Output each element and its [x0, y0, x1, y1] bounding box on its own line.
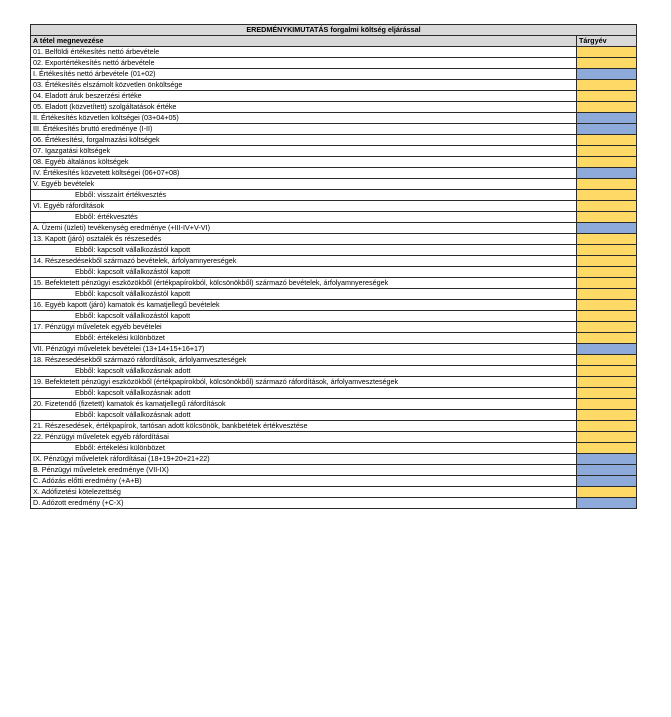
row-label: Ebből: értékvesztés: [31, 212, 577, 223]
row-label: D. Adózott eredmény (+C-X): [31, 498, 577, 509]
computed-value-cell: [577, 344, 637, 355]
table-row: [31, 256, 637, 267]
row-label: 03. Értékesítés elszámolt közvetlen önköltsége: [31, 80, 577, 91]
table-row: [31, 146, 637, 157]
table-row: [31, 157, 637, 168]
title-row: [31, 25, 637, 36]
table-row: [31, 454, 637, 465]
table-row: [31, 311, 637, 322]
input-value-cell[interactable]: [577, 377, 637, 388]
table-row: [31, 234, 637, 245]
row-label: 22. Pénzügyi műveletek egyéb ráfordításai: [31, 432, 577, 443]
input-value-cell[interactable]: [577, 278, 637, 289]
table-row: [31, 333, 637, 344]
input-value-cell[interactable]: [577, 421, 637, 432]
row-label: 13. Kapott (járó) osztalék és részesedés: [31, 234, 577, 245]
computed-value-cell: [577, 476, 637, 487]
input-value-cell[interactable]: [577, 179, 637, 190]
input-value-cell[interactable]: [577, 388, 637, 399]
row-label: Ebből: kapcsolt vállalkozásnak adott: [31, 366, 577, 377]
computed-value-cell: [577, 113, 637, 124]
table-row: [31, 322, 637, 333]
computed-value-cell: [577, 454, 637, 465]
row-label: Ebből: kapcsolt vállalkozástól kapott: [31, 267, 577, 278]
table-row: [31, 399, 637, 410]
input-value-cell[interactable]: [577, 91, 637, 102]
input-value-cell[interactable]: [577, 146, 637, 157]
row-label: 18. Részesedésekből származó ráfordítások, árfolyamveszteségek: [31, 355, 577, 366]
row-label: 16. Egyéb kapott (járó) kamatok és kamatjellegű bevételek: [31, 300, 577, 311]
table-row: [31, 476, 637, 487]
table-row: [31, 498, 637, 509]
table-row: [31, 102, 637, 113]
row-label: A. Üzemi (üzleti) tevékenység eredménye (+III-IV+V-VI): [31, 223, 577, 234]
input-value-cell[interactable]: [577, 135, 637, 146]
table-row: [31, 58, 637, 69]
row-label: Ebből: kapcsolt vállalkozásnak adott: [31, 410, 577, 421]
table-row: [31, 410, 637, 421]
table-row: [31, 179, 637, 190]
table-row: [31, 91, 637, 102]
input-value-cell[interactable]: [577, 432, 637, 443]
row-label: Ebből: értékelési különbözet: [31, 443, 577, 454]
table-row: [31, 124, 637, 135]
column-header-year: Tárgyév: [577, 36, 637, 47]
table-row: [31, 245, 637, 256]
row-label: Ebből: értékelési különbözet: [31, 333, 577, 344]
row-label: B. Pénzügyi műveletek eredménye (VII-IX): [31, 465, 577, 476]
input-value-cell[interactable]: [577, 212, 637, 223]
row-label: VI. Egyéb ráfordítások: [31, 201, 577, 212]
table-row: [31, 388, 637, 399]
table-row: [31, 465, 637, 476]
table-row: [31, 432, 637, 443]
table-row: [31, 487, 637, 498]
input-value-cell[interactable]: [577, 102, 637, 113]
table-row: [31, 344, 637, 355]
row-label: X. Adófizetési kötelezettség: [31, 487, 577, 498]
input-value-cell[interactable]: [577, 487, 637, 498]
input-value-cell[interactable]: [577, 300, 637, 311]
input-value-cell[interactable]: [577, 256, 637, 267]
row-label: 08. Egyéb általános költségek: [31, 157, 577, 168]
table-row: [31, 190, 637, 201]
table-row: [31, 267, 637, 278]
input-value-cell[interactable]: [577, 322, 637, 333]
input-value-cell[interactable]: [577, 245, 637, 256]
table-row: [31, 421, 637, 432]
table-row: [31, 69, 637, 80]
row-label: C. Adózás előtti eredmény (+A+B): [31, 476, 577, 487]
row-label: 02. Exportértékesítés nettó árbevétele: [31, 58, 577, 69]
computed-value-cell: [577, 465, 637, 476]
row-label: 07. Igazgatási költségek: [31, 146, 577, 157]
table-row: [31, 80, 637, 91]
table-row: [31, 223, 637, 234]
row-label: 06. Értékesítési, forgalmazási költségek: [31, 135, 577, 146]
row-label: II. Értékesítés közvetlen költségei (03+04+05): [31, 113, 577, 124]
input-value-cell[interactable]: [577, 234, 637, 245]
row-label: 04. Eladott áruk beszerzési értéke: [31, 91, 577, 102]
row-label: IX. Pénzügyi műveletek ráfordításai (18+19+20+21+22): [31, 454, 577, 465]
input-value-cell[interactable]: [577, 201, 637, 212]
input-value-cell[interactable]: [577, 333, 637, 344]
column-header-row: [31, 36, 637, 47]
row-label: 17. Pénzügyi műveletek egyéb bevételei: [31, 322, 577, 333]
table-row: [31, 212, 637, 223]
row-label: IV. Értékesítés közvetett költségei (06+07+08): [31, 168, 577, 179]
table-row: [31, 278, 637, 289]
input-value-cell[interactable]: [577, 311, 637, 322]
row-label: III. Értékesítés bruttó eredménye (I-II): [31, 124, 577, 135]
row-label: Ebből: kapcsolt vállalkozásnak adott: [31, 388, 577, 399]
row-label: Ebből: kapcsolt vállalkozástól kapott: [31, 289, 577, 300]
input-value-cell[interactable]: [577, 157, 637, 168]
table-row: [31, 201, 637, 212]
input-value-cell[interactable]: [577, 58, 637, 69]
row-label: VII. Pénzügyi műveletek bevételei (13+14+15+16+17): [31, 344, 577, 355]
input-value-cell[interactable]: [577, 366, 637, 377]
input-value-cell[interactable]: [577, 443, 637, 454]
table-title: EREDMÉNYKIMUTATÁS forgalmi költség eljárással: [31, 25, 637, 36]
table-row: [31, 168, 637, 179]
input-value-cell[interactable]: [577, 289, 637, 300]
row-label: 19. Befektetett pénzügyi eszközökből (értékpapírokból, kölcsönökből) származó ráfordítások, árfolyamveszteségek: [31, 377, 577, 388]
table-row: [31, 366, 637, 377]
input-value-cell[interactable]: [577, 355, 637, 366]
income-statement-table: [30, 24, 637, 509]
input-value-cell[interactable]: [577, 47, 637, 58]
table-row: [31, 443, 637, 454]
row-label: I. Értékesítés nettó árbevétele (01+02): [31, 69, 577, 80]
table-row: [31, 47, 637, 58]
input-value-cell[interactable]: [577, 267, 637, 278]
input-value-cell[interactable]: [577, 399, 637, 410]
row-label: Ebből: kapcsolt vállalkozástól kapott: [31, 311, 577, 322]
row-label: 05. Eladott (közvetített) szolgáltatások értéke: [31, 102, 577, 113]
computed-value-cell: [577, 69, 637, 80]
table-row: [31, 300, 637, 311]
computed-value-cell: [577, 124, 637, 135]
row-label: 15. Befektetett pénzügyi eszközökből (értékpapírokból, kölcsönökből) származó bevételek, árfolyamnyereségek: [31, 278, 577, 289]
table-row: [31, 377, 637, 388]
computed-value-cell: [577, 223, 637, 234]
computed-value-cell: [577, 168, 637, 179]
row-label: Ebből: visszaírt értékvesztés: [31, 190, 577, 201]
table-row: [31, 113, 637, 124]
computed-value-cell: [577, 498, 637, 509]
row-label: 21. Részesedések, értékpapírok, tartósan adott kölcsönök, bankbetétek értékvesztése: [31, 421, 577, 432]
row-label: V. Egyéb bevételek: [31, 179, 577, 190]
column-header-item: A tétel megnevezése: [31, 36, 577, 47]
input-value-cell[interactable]: [577, 410, 637, 421]
table-row: [31, 355, 637, 366]
row-label: 14. Részesedésekből származó bevételek, árfolyamnyereségek: [31, 256, 577, 267]
table-row: [31, 289, 637, 300]
input-value-cell[interactable]: [577, 190, 637, 201]
row-label: Ebből: kapcsolt vállalkozástól kapott: [31, 245, 577, 256]
table-row: [31, 135, 637, 146]
input-value-cell[interactable]: [577, 80, 637, 91]
row-label: 01. Belföldi értékesítés nettó árbevétele: [31, 47, 577, 58]
row-label: 20. Fizetendő (fizetett) kamatok és kamatjellegű ráfordítások: [31, 399, 577, 410]
